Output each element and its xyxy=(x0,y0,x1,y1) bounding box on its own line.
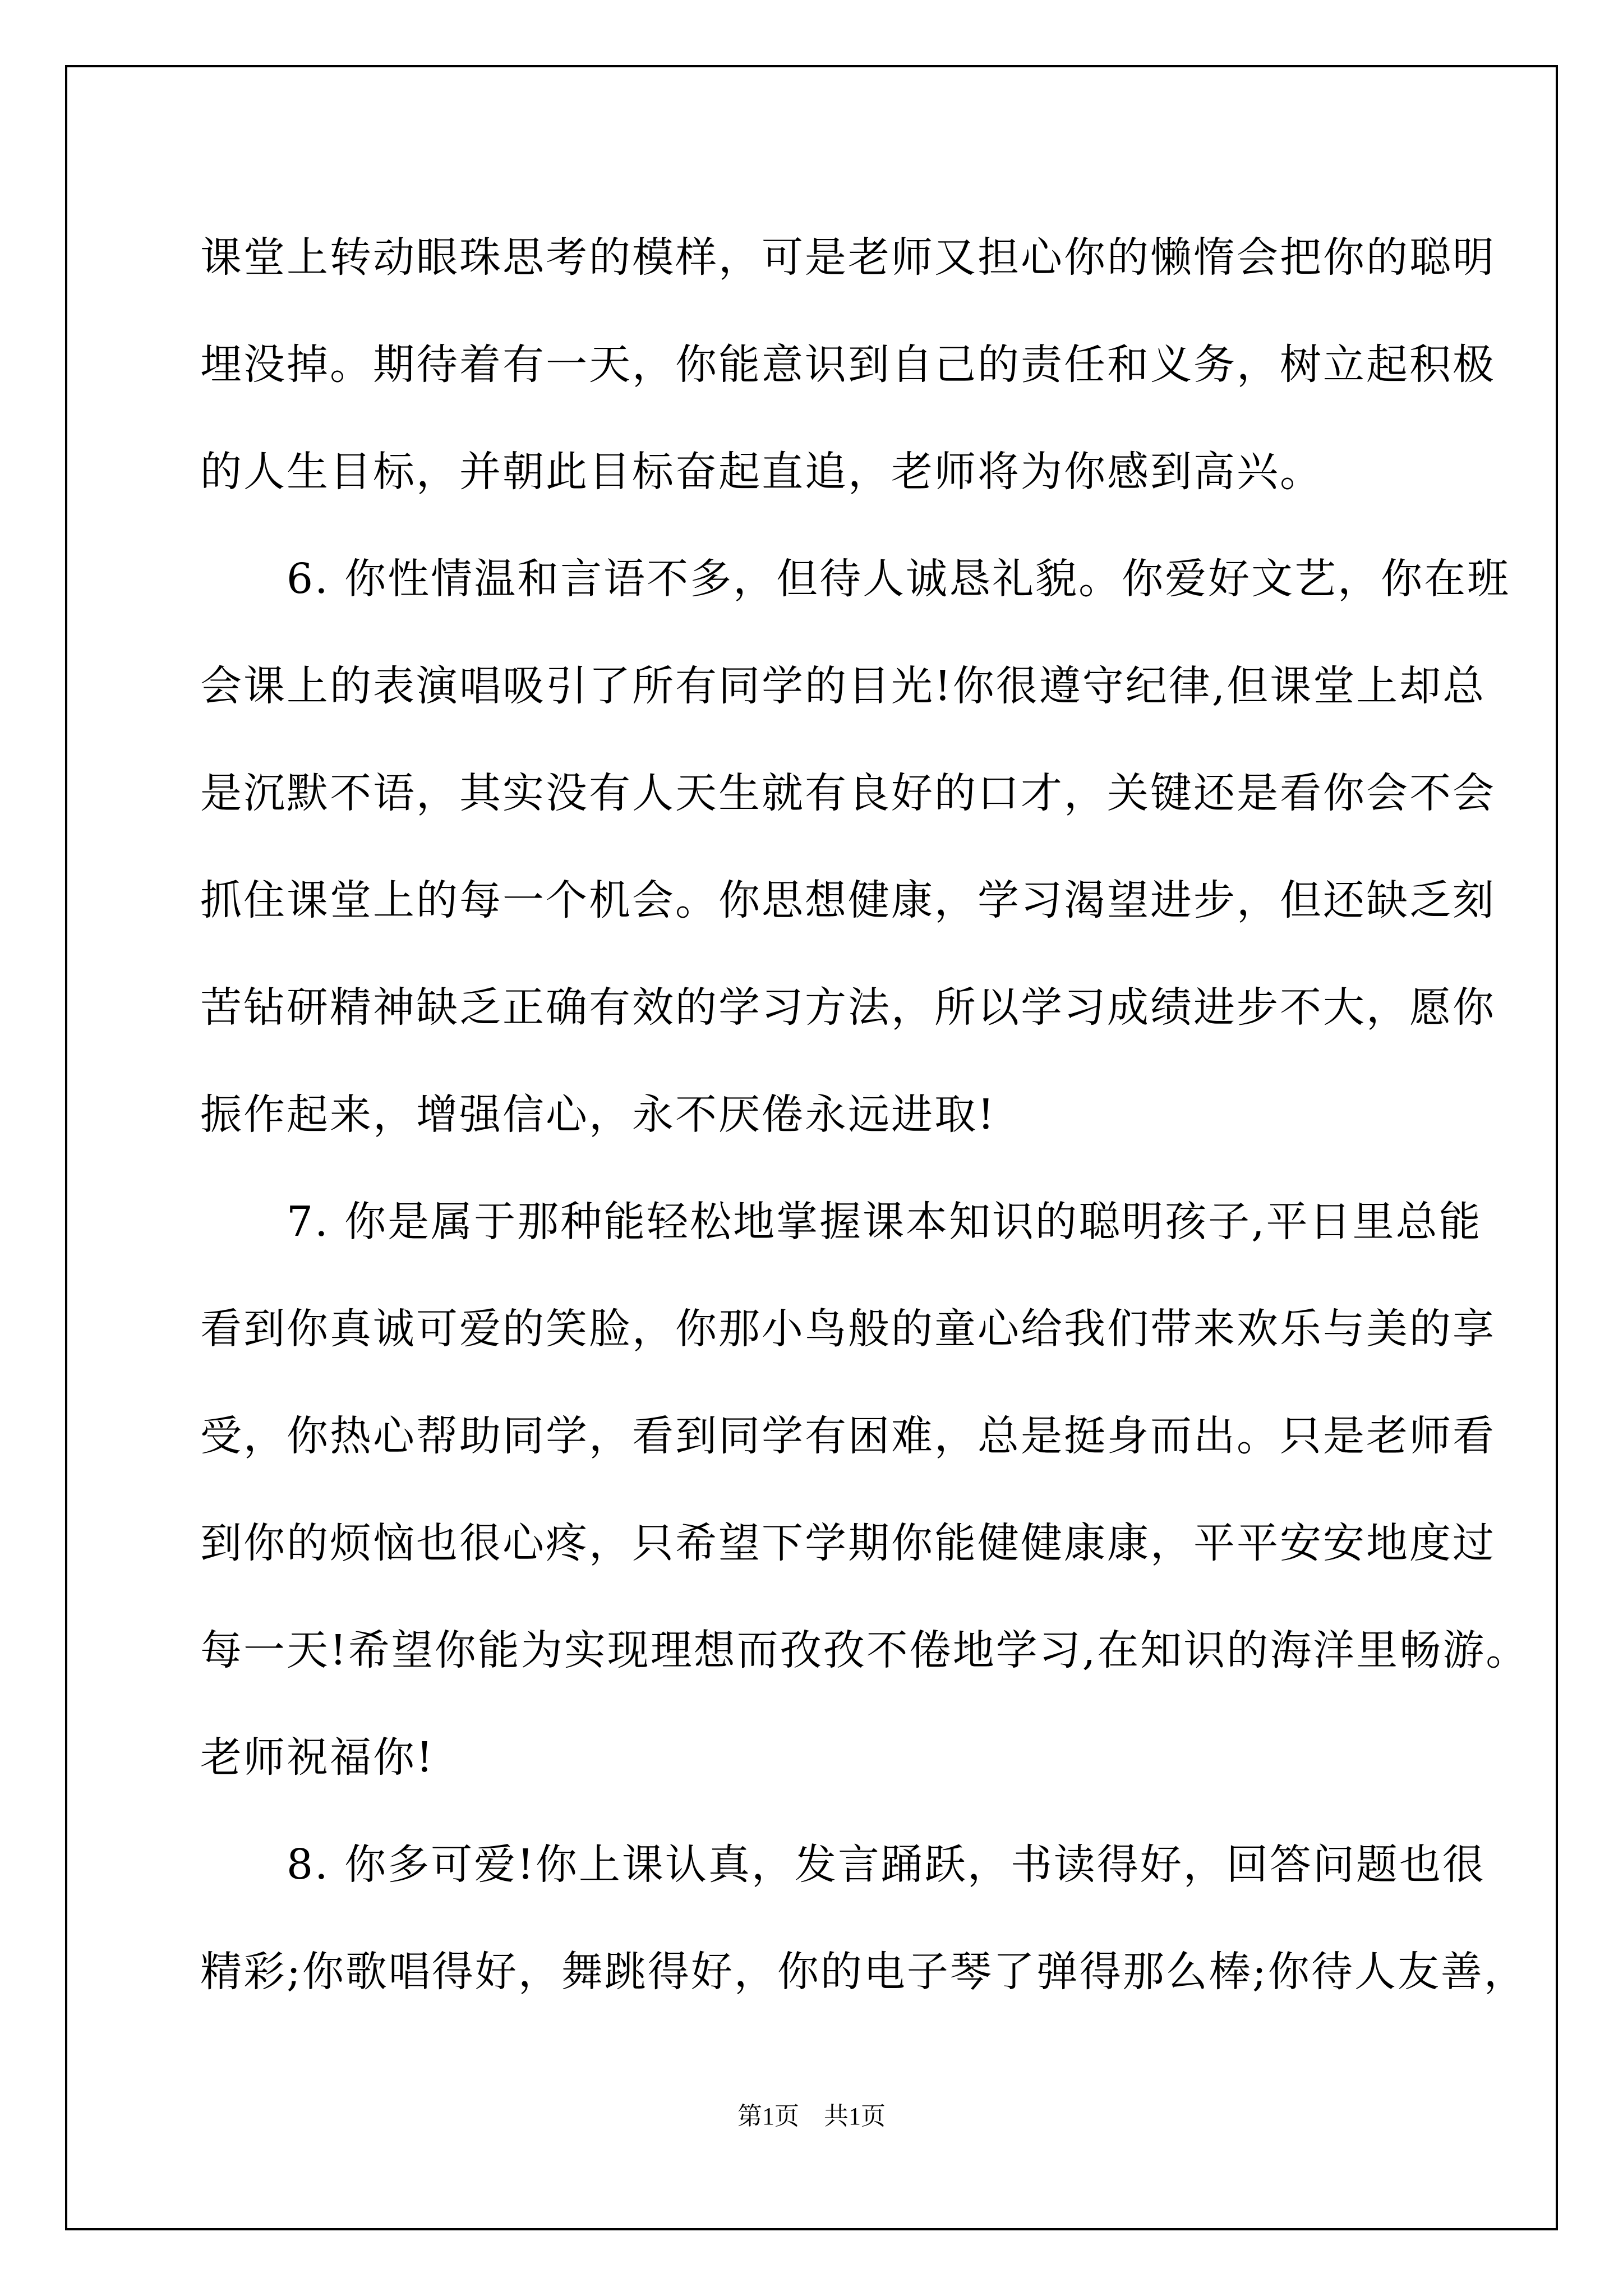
text-line: 会课上的表演唱吸引了所有同学的目光!你很遵守纪律,但课堂上却总 xyxy=(200,662,1486,710)
text-line: 的人生目标，并朝此目标奋起直追，老师将为你感到高兴。 xyxy=(200,448,1323,496)
text-line: 看到你真诚可爱的笑脸，你那小鸟般的童心给我们带来欢乐与美的享 xyxy=(200,1305,1496,1353)
text-line: 振作起来，增强信心，永不厌倦永远进取! xyxy=(200,1091,996,1139)
text-line: 课堂上转动眼珠思考的模样，可是老师又担心你的懒惰会把你的聪明 xyxy=(200,233,1496,282)
text-line: 6. 你性情温和言语不多，但待人诚恳礼貌。你爱好文艺，你在班 xyxy=(200,555,1511,603)
text-line: 7. 你是属于那种能轻松地掌握课本知识的聪明孩子,平日里总能 xyxy=(200,1198,1482,1246)
text-line: 精彩;你歌唱得好，舞跳得好，你的电子琴了弹得那么棒;你待人友善， xyxy=(200,1948,1527,1996)
text-line: 到你的烦恼也很心疼，只希望下学期你能健健康康，平平安安地度过 xyxy=(200,1519,1496,1567)
text-line: 受，你热心帮助同学，看到同学有困难，总是挺身而出。只是老师看 xyxy=(200,1412,1496,1460)
page-number-footer: 第1页 共1页 xyxy=(737,2102,886,2130)
text-line: 苦钻研精神缺乏正确有效的学习方法，所以学习成绩进步不大，愿你 xyxy=(200,983,1496,1032)
text-line: 老师祝福你! xyxy=(200,1733,435,1782)
text-line: 每一天!希望你能为实现理想而孜孜不倦地学习,在知识的海洋里畅游。 xyxy=(200,1626,1529,1674)
text-line: 埋没掉。期待着有一天，你能意识到自己的责任和义务，树立起积极 xyxy=(200,341,1496,389)
document-body xyxy=(200,204,1529,2026)
text-line: 是沉默不语，其实没有人天生就有良好的口才，关键还是看你会不会 xyxy=(200,769,1496,817)
text-line: 8. 你多可爱!你上课认真，发言踊跃，书读得好，回答问题也很 xyxy=(200,1841,1486,1889)
text-line: 抓住课堂上的每一个机会。你思想健康，学习渴望进步，但还缺乏刻 xyxy=(200,876,1496,924)
